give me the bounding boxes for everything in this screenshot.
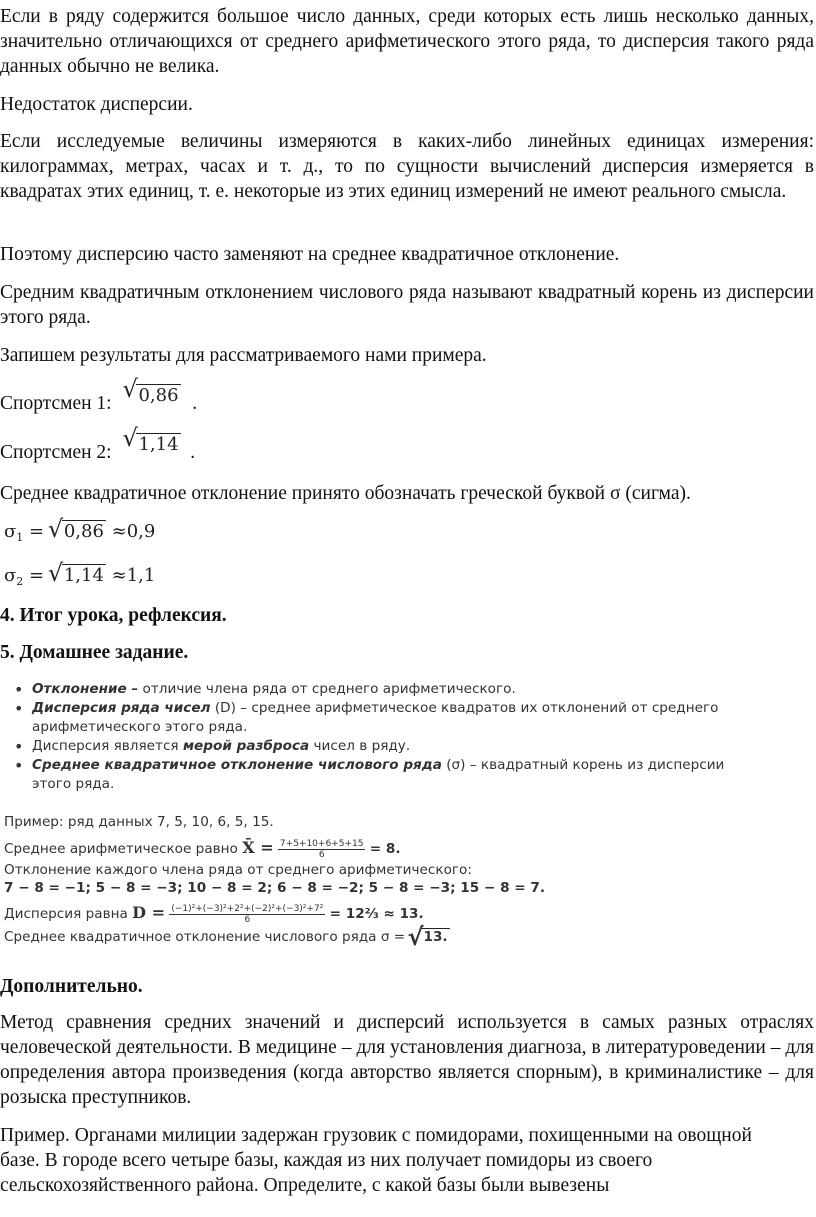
paragraph-example-task: Пример. Органами милиции задержан грузовик с помидорами, похищенными на овощной базе. В городе всего четыре базы, каждая из них получает помидоры из своего сельскохозяйственного района. Определите, с какой базы были вывезены xyxy=(0,1125,752,1196)
list-item: • Отклонение – отличие члена ряда от среднего арифметического. xyxy=(32,680,760,699)
sigma-1-formula: $\sigma_1$ = √ 0,86 ≈0,9 xyxy=(4,521,155,544)
athlete-1-label: Спортсмен 1: xyxy=(0,393,112,414)
athlete-2-formula: √ 1,14 xyxy=(124,434,186,455)
heading-summary: 4. Итог урока, рефлексия. xyxy=(0,605,227,626)
athlete-1-formula: √ 0,86 xyxy=(124,385,186,406)
list-item: • Дисперсия является мерой разброса чисел в ряду. xyxy=(32,737,760,756)
paragraph-replace: Поэтому дисперсию часто заменяют на среднее квадратичное отклонение. xyxy=(0,244,620,265)
std-dev-line: Среднее квадратичное отклонение числового ряда σ = √ 13. xyxy=(4,929,450,945)
paragraph-methods: Метод сравнения средних значений и дисперсий используется в самых разных отраслях человеческой деятельности. В медицине – для установления диагноза, в литературоведении – для определения автора произведения (когда авторство является спорным), в криминалистике – для розыска преступников. xyxy=(0,1012,814,1108)
mean-line: Среднее арифметическое равно X̄ = $\frac{7+5+10+6+5+15}{6}$ = 8. xyxy=(4,838,401,860)
sigma-2-formula: $\sigma_2$ = √ 1,14 ≈1,1 xyxy=(4,565,155,588)
paragraph-definition: Средним квадратичным отклонением числового ряда называют квадратный корень из дисперсии этого ряда. xyxy=(0,282,814,328)
summary-slide-image xyxy=(0,680,760,950)
paragraph-sigma: Среднее квадратичное отклонение принято обозначать греческой буквой σ (сигма). xyxy=(0,483,691,504)
list-item: • Дисперсия ряда чисел (D) – среднее арифметическое квадратов их отклонений от среднего арифметического этого ряда. xyxy=(32,699,760,737)
deviation-label: Отклонение каждого члена ряда от среднего арифметического: xyxy=(4,862,472,878)
heading-additional: Дополнительно. xyxy=(0,976,143,997)
summary-list xyxy=(0,680,760,794)
athlete-1-line: Спортсмен 1: √ 0,86 . xyxy=(0,391,814,416)
list-item: • Среднее квадратичное отклонение числового ряда (σ) – квадратный корень из дисперсии этого ряда. xyxy=(32,756,760,794)
athlete-2-label: Спортсмен 2: xyxy=(0,442,112,463)
paragraph-units: Если исследуемые величины измеряются в каких-либо линейных единицах измерения: килограммах, метрах, часах и т. д., то по сущности вычислений дисперсия измеряется в квадратах этих единиц, т. е. некоторые из этих единиц измерений не имеют реального смысла. xyxy=(0,131,814,202)
example-line: Пример: ряд данных 7, 5, 10, 6, 5, 15. xyxy=(4,814,274,830)
deviation-values: 7 − 8 = −1; 5 − 8 = −3; 10 − 8 = 2; 6 − 8 = −2; 5 − 8 = −3; 15 − 8 = 7. xyxy=(4,880,546,896)
paragraph-results: Запишем результаты для рассматриваемого нами примера. xyxy=(0,345,487,366)
heading-homework: 5. Домашнее задание. xyxy=(0,642,189,663)
paragraph-dispersion-drawback: Недостаток дисперсии. xyxy=(0,94,193,115)
variance-line: Дисперсия равна D = $\frac{\text{(−1)²+(−3)²+2²+(−2)²+(−3)²+7²}}{6}$ = 12⅔ ≈ 13. xyxy=(4,903,424,925)
athlete-2-line: Спортсмен 2: √ 1,14 . xyxy=(0,440,814,465)
paragraph-dispersion-small: Если в ряду содержится большое число данных, среди которых есть лишь несколько данных, значительно отличающихся от среднего арифметического этого ряда, то дисперсия такого ряда данных обычно не велика. xyxy=(0,6,814,77)
